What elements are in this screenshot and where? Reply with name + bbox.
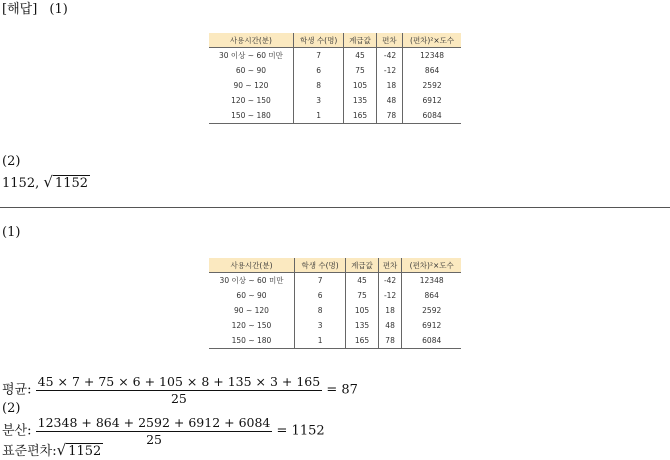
table-header-row: [209, 33, 461, 48]
table-cell: 150 ~ 180: [209, 333, 294, 349]
table-cell: -12: [378, 288, 402, 303]
table-cell: -12: [376, 63, 403, 78]
col-header-deviation: 편차: [376, 33, 403, 48]
table-cell: 75: [344, 63, 376, 78]
variance-result: = 1152: [276, 423, 325, 439]
table-cell: 150 ~ 180: [209, 108, 293, 124]
table-cell: 105: [346, 303, 378, 318]
table-cell: 3: [293, 93, 344, 108]
table-cell: 864: [424, 66, 440, 75]
table-cell: 6912: [422, 321, 442, 330]
table-cell: 120 ~ 150: [209, 93, 293, 108]
col-header-time: 사용시간(분): [209, 33, 293, 48]
table-cell: 165: [346, 333, 378, 349]
col-header-dev-sq-freq: (편차)²×도수: [403, 33, 461, 48]
table-cell: 90 ~ 120: [209, 303, 294, 318]
col-header-students: 학생 수(명): [293, 33, 344, 48]
table-cell: 7: [294, 273, 345, 289]
table-cell: -42: [376, 48, 403, 64]
solution-part1-label: (1): [2, 225, 21, 240]
table-cell: 30 이상 ~ 60 미만: [209, 48, 293, 64]
variance-numerator: 12348 + 864 + 2592 + 6912 + 6084: [37, 415, 271, 430]
col-header-class-mark: 계급값: [344, 33, 376, 48]
mean-result: = 87: [326, 382, 358, 398]
table-cell: 45: [344, 48, 376, 64]
mean-equation: [2, 374, 358, 407]
table-cell: 75: [346, 288, 378, 303]
table-cell: 120 ~ 150: [209, 318, 294, 333]
col-header-time: 사용시간(분): [209, 258, 294, 273]
table-cell: 60 ~ 90: [209, 63, 293, 78]
table-cell: 7: [293, 48, 344, 64]
mean-denominator: 25: [170, 391, 187, 406]
table-row: [209, 78, 461, 93]
answer-header-label: [해답]: [2, 2, 38, 17]
sd-equation: [2, 442, 103, 460]
table-cell: 60 ~ 90: [209, 288, 294, 303]
table-row: [209, 48, 461, 64]
section-divider: [0, 207, 670, 208]
table-cell: 18: [378, 303, 402, 318]
table-cell: 48: [378, 318, 402, 333]
table-cell: 165: [344, 108, 376, 124]
sqrt-symbol: √ 1152: [56, 441, 102, 459]
frequency-table-solution: [209, 258, 461, 349]
table-row: [209, 318, 461, 333]
table-cell: 6912: [422, 96, 442, 105]
answer-part1-label: (1): [49, 2, 68, 17]
table-cell: 105: [344, 78, 376, 93]
table-cell: 48: [376, 93, 403, 108]
answer-variance-value: 1152,: [2, 176, 44, 191]
answer-header: [2, 2, 68, 18]
table-row: [209, 333, 461, 349]
col-header-deviation: 편차: [378, 258, 402, 273]
table-header-row: [209, 258, 461, 273]
table-cell: 135: [344, 93, 376, 108]
table-cell: 18: [376, 78, 403, 93]
table-cell: 2592: [422, 81, 442, 90]
answer-sd-radicand: 1152: [54, 176, 89, 191]
table-cell: 6084: [403, 108, 461, 124]
table-cell: 12348: [419, 276, 444, 285]
sd-label: 표준편차:: [2, 444, 57, 459]
table-cell: 2592: [422, 306, 442, 315]
sd-radicand: 1152: [68, 444, 102, 459]
table-cell: 864: [424, 291, 439, 300]
variance-denominator: 25: [146, 432, 162, 447]
answer-part2-label: (2): [2, 154, 21, 169]
table-cell: 30 이상 ~ 60 미만: [209, 273, 294, 289]
table-cell: 6: [294, 288, 345, 303]
table-row: [209, 108, 461, 124]
table-row: [209, 63, 461, 78]
col-header-class-mark: 계급값: [346, 258, 378, 273]
table-cell: -42: [378, 273, 402, 289]
mean-numerator: 45 × 7 + 75 × 6 + 105 × 8 + 135 × 3 + 165: [37, 374, 321, 389]
variance-label: 분산:: [2, 423, 32, 439]
mean-label: 평균:: [2, 382, 32, 398]
solution-part2-label: (2): [2, 401, 21, 416]
mean-fraction: [36, 374, 323, 407]
table-cell: 45: [346, 273, 378, 289]
table-row: [209, 93, 461, 108]
table-cell: 12348: [420, 51, 445, 60]
table-cell: 1: [293, 108, 344, 124]
table-cell: 135: [346, 318, 378, 333]
table-row: [209, 273, 461, 289]
table-cell: 8: [294, 303, 345, 318]
table-cell: 6: [293, 63, 344, 78]
table-cell: 90 ~ 120: [209, 78, 293, 93]
col-header-dev-sq-freq: (편차)²×도수: [402, 258, 461, 273]
table-cell: 78: [378, 333, 402, 349]
table-cell: 78: [376, 108, 403, 124]
col-header-students: 학생 수(명): [294, 258, 345, 273]
frequency-table-answer: [209, 33, 461, 124]
table-cell: 1: [294, 333, 345, 349]
table-cell: 3: [294, 318, 345, 333]
table-row: [209, 288, 461, 303]
table-cell: 8: [293, 78, 344, 93]
table-row: [209, 303, 461, 318]
answer-part2-values: [2, 174, 90, 192]
table-cell: 6084: [402, 333, 461, 349]
sqrt-symbol: √ 1152: [43, 173, 89, 191]
